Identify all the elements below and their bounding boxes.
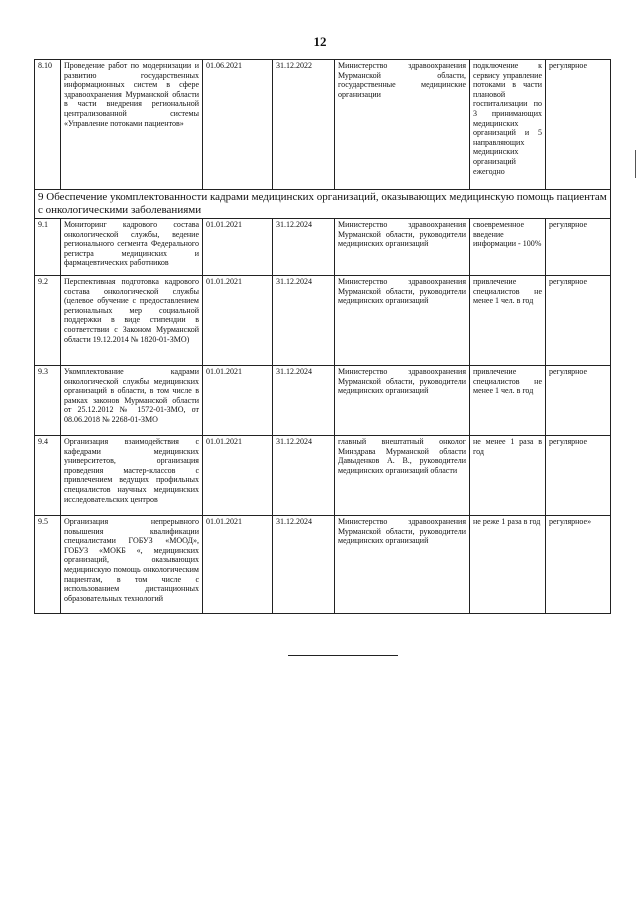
start-date-cell: 01.06.2021 (203, 60, 273, 190)
frequency-cell: регулярное» (546, 516, 611, 614)
end-date-cell: 31.12.2024 (273, 436, 335, 516)
responsible-cell: Министерство здравоохранения Мурманской области, руководители медицинских организаций (335, 219, 470, 276)
responsible-cell: Министерство здравоохранения Мурманской области, руководители медицинских организаций (335, 276, 470, 366)
row-number: 9.1 (35, 219, 61, 276)
indicator-cell: привлечение специалистов не менее 1 чел. в год (470, 276, 546, 366)
row-number: 9.5 (35, 516, 61, 614)
start-date-cell: 01.01.2021 (203, 219, 273, 276)
row-number: 9.2 (35, 276, 61, 366)
indicator-cell: не реже 1 раза в год (470, 516, 546, 614)
frequency-cell: регулярное (546, 436, 611, 516)
row-number: 9.3 (35, 366, 61, 436)
frequency-cell: регулярное (546, 366, 611, 436)
table-row (35, 516, 611, 614)
section-header-row (35, 190, 611, 219)
action-cell: Перспективная подготовка кадрового состава онкологической службы (целевое обучение с предоставлением региональных мер социальной поддержки в виде стипендии в соответствии с Законом Мурманской области 19.12.2014 № 1820-01-ЗМО) (61, 276, 203, 366)
end-date-cell: 31.12.2024 (273, 219, 335, 276)
action-cell: Организация непрерывного повышения квалификации специалистами ГОБУЗ «МООД», ГОБУЗ «МОКБ «, медицинских организаций, оказывающих медицинскую помощь онкологическим пациентам, в том числе с использованием дистанционных образовательных технологий (61, 516, 203, 614)
responsible-cell: Министерство здравоохранения Мурманской области, руководители медицинских организаций (335, 366, 470, 436)
table-row (35, 436, 611, 516)
start-date-cell: 01.01.2021 (203, 516, 273, 614)
table-row (35, 276, 611, 366)
action-cell: Укомплектование кадрами онкологической службы медицинских организаций в области, в том числе в рамках законов Мурманской области от 25.12.2012 № 1572-01-ЗМО, от 08.06.2018 № 2268-01-ЗМО (61, 366, 203, 436)
action-cell: Организация взаимодействия с кафедрами медицинских университетов, организация проведения мастер-классов с привлечением ведущих профильных специалистов научных медицинских исследовательских центров (61, 436, 203, 516)
indicator-cell: не менее 1 раза в год (470, 436, 546, 516)
table-row (35, 219, 611, 276)
frequency-cell: регулярное (546, 219, 611, 276)
end-of-document-rule (288, 655, 398, 656)
indicator-cell: привлечение специалистов не менее 1 чел. в год (470, 366, 546, 436)
row-number: 8.10 (35, 60, 61, 190)
section-title: 9 Обеспечение укомплектованности кадрами медицинских организаций, оказывающих медицинскую помощь пациентам с онкологическими заболеваниями (35, 190, 611, 219)
start-date-cell: 01.01.2021 (203, 366, 273, 436)
responsible-cell: Министерство здравоохранения Мурманской области, государственные медицинские организации (335, 60, 470, 190)
responsible-cell: Министерство здравоохранения Мурманской области, руководители медицинских организаций (335, 516, 470, 614)
start-date-cell: 01.01.2021 (203, 436, 273, 516)
responsible-cell: главный внештатный онколог Минздрава Мурманской области Давыденков А. В., руководители медицинских организаций области (335, 436, 470, 516)
end-date-cell: 31.12.2022 (273, 60, 335, 190)
action-cell: Проведение работ по модернизации и развитию государственных информационных систем в сфере здравоохранения Мурманской области в части внедрения региональной централизованной системы «Управление потоками пациентов» (61, 60, 203, 190)
end-date-cell: 31.12.2024 (273, 366, 335, 436)
frequency-cell: регулярное (546, 60, 611, 190)
indicator-cell: подключение к сервису управление потоками в части плановой госпитализации по 3 принимающих медицинских организаций и 5 направляющих медицинских организаций ежегодно (470, 60, 546, 190)
end-date-cell: 31.12.2024 (273, 516, 335, 614)
frequency-cell: регулярное (546, 276, 611, 366)
action-plan-table (34, 59, 611, 614)
indicator-cell: своевременное введение информации - 100% (470, 219, 546, 276)
scan-margin-mark (635, 150, 636, 178)
table-row (35, 60, 611, 190)
row-number: 9.4 (35, 436, 61, 516)
table-row (35, 366, 611, 436)
end-date-cell: 31.12.2024 (273, 276, 335, 366)
start-date-cell: 01.01.2021 (203, 276, 273, 366)
page-number: 12 (313, 34, 327, 49)
action-cell: Мониторинг кадрового состава онкологической службы, ведение регионального сегмента Федерального регистра медицинских и фармацевтических работников (61, 219, 203, 276)
